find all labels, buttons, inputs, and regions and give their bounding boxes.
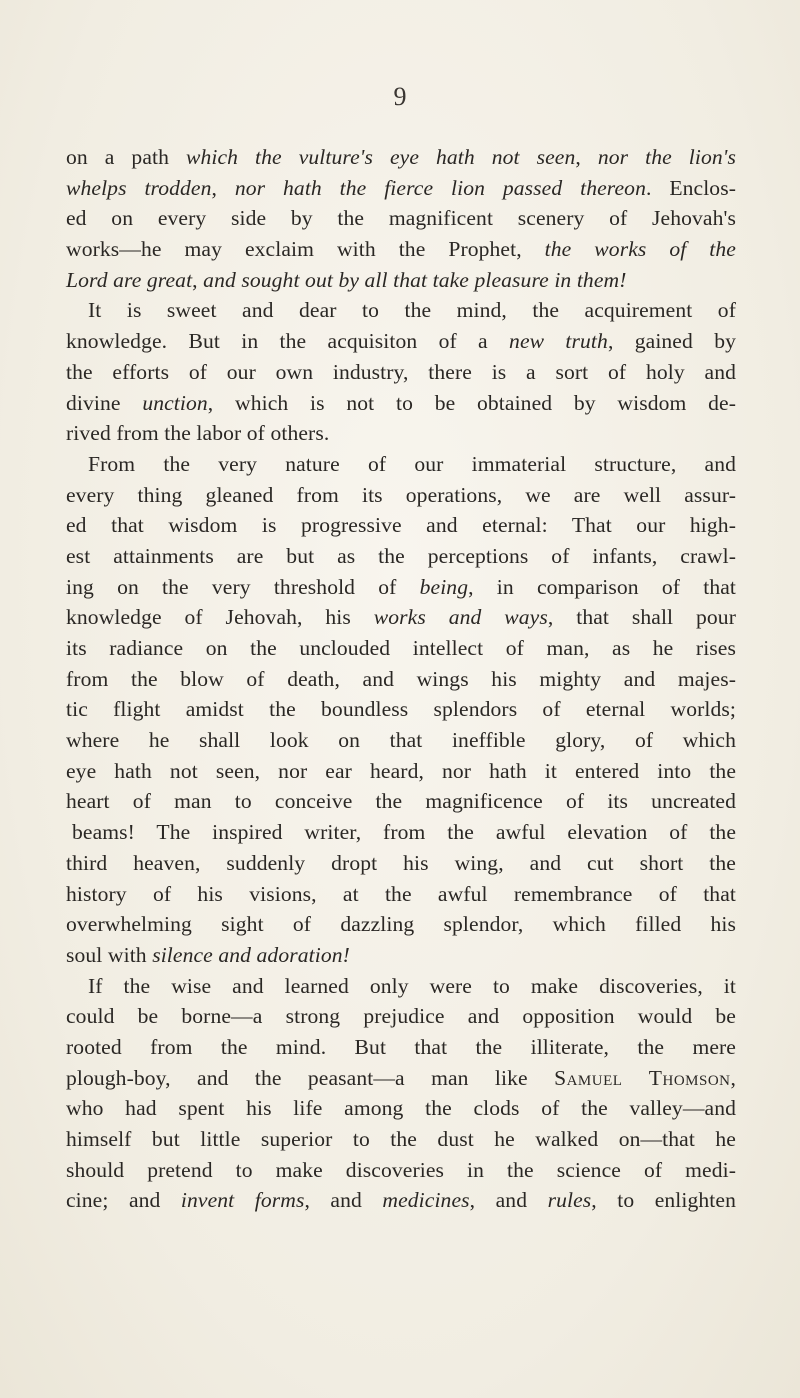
text-line — [66, 786, 736, 817]
text-segment: If the wise and learned only were to make discoveries, it — [88, 973, 736, 998]
text-line — [66, 541, 736, 572]
text-segment: , — [730, 1065, 737, 1090]
text-segment: plough-boy, and the peasant—a man like — [66, 1065, 555, 1090]
italic-text: works and ways — [373, 605, 548, 630]
text-segment: history of his visions, at the awful remembrance of that — [66, 881, 736, 906]
text-line — [66, 1093, 736, 1124]
italic-text: nor hath the fierce lion passed thereon — [234, 175, 646, 200]
text-segment: every thing gleaned from its operations, we are well assur- — [66, 482, 736, 507]
text-segment: its radiance on the unclouded intellect of man, as he rises — [66, 636, 736, 660]
text-segment: , — [192, 267, 204, 292]
italic-text: which the vulture's eye hath not seen — [185, 145, 576, 169]
text-line — [66, 602, 736, 633]
text-segment: cine; and — [66, 1188, 181, 1213]
text-line — [66, 694, 736, 725]
text-segment: could be borne—a strong prejudice and opposition would be — [66, 1004, 736, 1029]
italic-text: medicines — [382, 1188, 470, 1213]
text-line — [66, 418, 736, 449]
text-line — [66, 326, 736, 357]
italic-text: the works of the — [544, 237, 736, 262]
text-segment: . Enclos- — [645, 175, 736, 200]
text-line — [66, 971, 736, 1002]
text-segment: , that shall pour — [547, 605, 736, 630]
italic-text: nor the lion's — [597, 145, 736, 169]
text-line — [66, 633, 736, 664]
text-segment: on a path — [66, 145, 186, 169]
text-line — [66, 173, 736, 204]
text-segment: beams! The inspired writer, from the awful elevation of the — [72, 820, 736, 845]
text-line — [66, 940, 736, 971]
text-line — [66, 817, 736, 848]
text-segment: , and — [469, 1188, 548, 1213]
text-line — [66, 480, 736, 511]
text-segment: From the very nature of our immaterial structure, and — [88, 451, 736, 476]
text-line — [66, 1032, 736, 1063]
text-segment: works—he may exclaim with the Prophet, — [66, 237, 545, 262]
text-segment: , — [211, 175, 235, 200]
text-line — [66, 1001, 736, 1032]
italic-text: and sought out by all that take pleasure in them! — [203, 267, 627, 292]
text-line — [66, 572, 736, 603]
text-segment: , which is not to be obtained by wisdom de- — [207, 390, 737, 415]
text-line — [66, 203, 736, 234]
text-segment: ed on every side by the magnificent scenery of Jehovah's — [66, 206, 736, 231]
text-line — [66, 510, 736, 541]
text-line — [66, 756, 736, 787]
text-segment: knowledge of Jehovah, his — [66, 605, 374, 630]
text-segment: Samuel Thomson — [554, 1065, 731, 1090]
text-segment: rooted from the mind. But that the illiterate, the mere — [66, 1034, 736, 1059]
page-number: 9 — [393, 82, 407, 111]
text-segment: heart of man to conceive the magnificence of its uncreated — [66, 789, 736, 814]
text-line — [66, 142, 736, 173]
text-line — [66, 1185, 736, 1216]
text-line — [66, 1063, 736, 1094]
text-segment: It is sweet and dear to the mind, the acquirement of — [88, 298, 736, 323]
italic-text: being — [419, 574, 469, 599]
text-segment: eye hath not seen, nor ear heard, nor hath it entered into the — [66, 758, 736, 783]
text-line — [66, 664, 736, 695]
text-segment: , to enlighten — [591, 1188, 736, 1213]
text-segment: soul with — [66, 942, 153, 967]
text-line — [66, 295, 736, 326]
text-line — [66, 1155, 736, 1186]
italic-text: silence and adoration! — [152, 942, 350, 967]
text-line — [66, 357, 736, 388]
text-segment: rived from the labor of others. — [66, 421, 330, 446]
italic-text: invent forms — [180, 1188, 305, 1213]
text-segment: ing on the very threshold of — [66, 574, 420, 599]
text-segment: himself but little superior to the dust he walked on—that he — [66, 1127, 736, 1151]
text-segment: est attainments are but as the perceptions of infants, crawl- — [66, 543, 736, 568]
body-text — [66, 142, 736, 1216]
text-line — [66, 909, 736, 940]
text-segment: where he shall look on that ineffible glory, of which — [66, 728, 736, 753]
italic-text: Lord are great — [66, 267, 193, 292]
text-segment: the efforts of our own industry, there is a sort of holy and — [66, 359, 736, 384]
text-segment: knowledge. But in the acquisiton of a — [66, 329, 510, 354]
text-segment: overwhelming sight of dazzling splendor, which filled his — [66, 912, 736, 937]
text-line — [66, 449, 736, 480]
text-segment: , in comparison of that — [468, 574, 736, 599]
italic-text: unction — [142, 390, 208, 415]
text-line — [66, 234, 736, 265]
text-segment: , — [575, 145, 598, 169]
text-segment: tic flight amidst the boundless splendors of eternal worlds; — [66, 697, 736, 722]
italic-text: new truth — [509, 329, 608, 354]
text-line — [66, 879, 736, 910]
text-segment: ed that wisdom is progressive and eternal: That our high- — [66, 513, 736, 538]
text-segment: from the blow of death, and wings his mighty and majes- — [66, 666, 736, 691]
text-line — [66, 1124, 736, 1155]
text-segment: third heaven, suddenly dropt his wing, and cut short the — [66, 850, 736, 875]
text-segment: who had spent his life among the clods of the valley—and — [66, 1096, 736, 1121]
text-segment: , gained by — [607, 329, 736, 354]
italic-text: whelps trodden — [66, 175, 212, 200]
text-line — [66, 725, 736, 756]
text-segment: should pretend to make discoveries in the science of medi- — [66, 1157, 736, 1182]
text-line — [66, 388, 736, 419]
text-line — [66, 848, 736, 879]
text-segment: divine — [66, 390, 143, 415]
text-segment: , and — [304, 1188, 383, 1213]
text-line — [66, 265, 736, 296]
italic-text: rules — [547, 1188, 592, 1213]
